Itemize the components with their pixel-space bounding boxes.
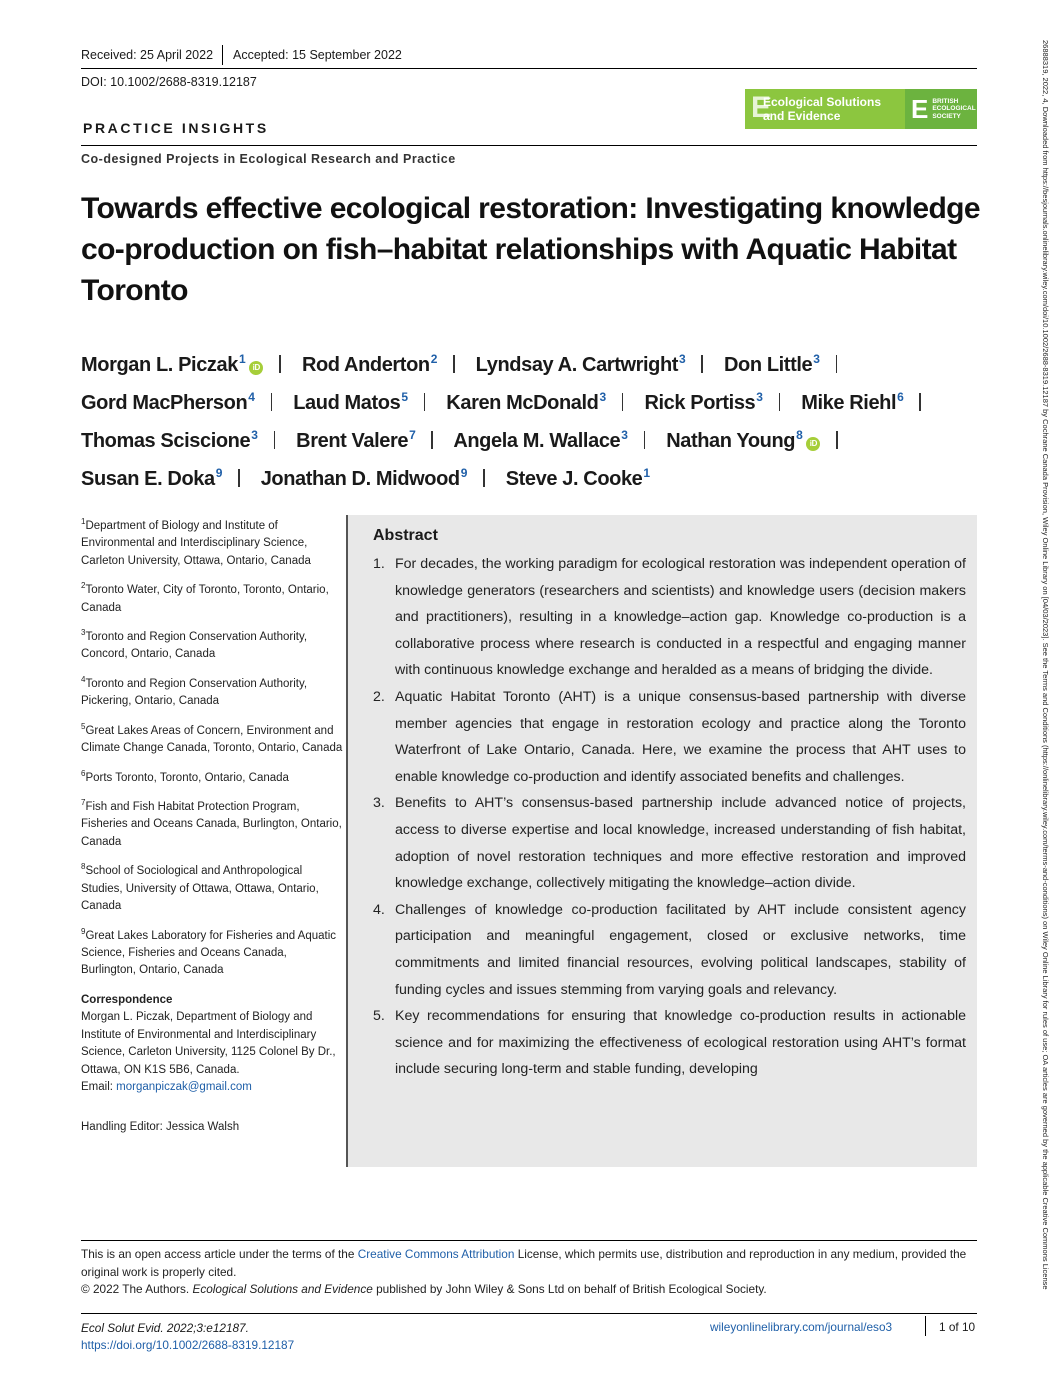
author-name-text[interactable]: Rick Portiss [644, 391, 756, 414]
author-name-text[interactable]: Gord MacPherson [81, 391, 248, 414]
journal-url-link[interactable]: wileyonlinelibrary.com/journal/eso3 [710, 1320, 893, 1334]
author-affiliation-number[interactable]: 4 [248, 390, 255, 405]
affiliation-text: Great Lakes Areas of Concern, Environment and Climate Change Canada, Toronto, Ontario, Canada [81, 724, 343, 755]
footer-rule [81, 1240, 977, 1241]
affiliation-item [81, 624, 343, 664]
affiliation-item [81, 513, 343, 570]
author-name[interactable] [446, 392, 605, 414]
author-name[interactable] [644, 392, 762, 414]
affiliation-item [81, 858, 343, 915]
affiliation-item [81, 671, 343, 711]
society-e-icon: E [911, 94, 929, 124]
cc-license-link[interactable]: Creative Commons Attribution [357, 1247, 515, 1261]
copyright-journal: Ecological Solutions and Evidence [192, 1282, 373, 1296]
author-name[interactable] [801, 392, 903, 414]
correspondence-email-row [81, 1079, 343, 1097]
affiliation-item [81, 577, 343, 617]
affiliation-number: 9 [81, 926, 86, 936]
affiliation-list [81, 513, 343, 980]
author-separator [701, 355, 703, 373]
author-name-text[interactable]: Karen McDonald [446, 391, 599, 414]
journal-name-line1: Ecological Solutions [763, 95, 882, 109]
handling-editor: Handling Editor: Jessica Walsh [81, 1120, 240, 1133]
author-separator [431, 431, 433, 449]
journal-name-line2: and Evidence [763, 109, 841, 123]
correspondence-heading: Correspondence [81, 993, 173, 1006]
author-name-text[interactable]: Morgan L. Piczak [81, 353, 238, 376]
affiliation-number: 6 [81, 768, 86, 778]
journal-logo[interactable] [745, 89, 977, 129]
article-doi: DOI: 10.1002/2688-8319.12187 [81, 75, 257, 89]
author-separator [622, 393, 624, 411]
author-name-text[interactable]: Steve J. Cooke [505, 467, 643, 490]
affiliation-text: Fish and Fish Habitat Protection Program, Fisheries and Oceans Canada, Burlington, Ontario, Canada [81, 800, 342, 848]
received-date: Received: 25 April 2022 [81, 48, 214, 62]
affiliation-item [81, 765, 343, 787]
author-separator [779, 393, 781, 411]
society-logo [905, 89, 977, 129]
section-label: PRACTICE INSIGHTS [83, 120, 269, 136]
author-name-text[interactable]: Don Little [724, 353, 813, 376]
abstract-item-number: 5. [373, 1008, 385, 1025]
author-separator [919, 393, 921, 411]
affiliation-text: Ports Toronto, Toronto, Ontario, Canada [85, 771, 289, 784]
author-separator [424, 393, 426, 411]
author-name[interactable] [81, 468, 222, 490]
abstract-item-text: For decades, the working paradigm for ecological restoration was independent operation of knowledge generators (researchers and scientists) and knowledge users (decision makers and practitioners), resulting in a knowledge–action gap. Knowledge co-production is a collaborative process where research is conducted in a respectful and engaging manner with continuous knowledge exchange and heralded as a means of bridging the divide. [395, 556, 966, 679]
author-affiliation-number[interactable]: 9 [460, 466, 468, 481]
author-affiliation-number[interactable]: 2 [430, 352, 437, 366]
society-name-2: ECOLOGICAL [932, 105, 976, 113]
author-name[interactable] [81, 354, 263, 376]
author-name-text[interactable]: Lyndsay A. Cartwright [475, 353, 679, 376]
author-affiliation-number[interactable]: 8 [796, 428, 803, 443]
copyright-post: published by John Wiley & Sons Ltd on behalf of British Ecological Society. [372, 1282, 767, 1296]
author-separator [644, 431, 646, 449]
abstract-item [373, 684, 966, 790]
download-margin-note: 26888319, 2022, 4, Downloaded from https://besjournals.onlinelibrary.wiley.com/doi/10.1002/2688-8319.12187 by Cochrane Canada Provision, Wiley Online Library on [04/03/2023]. See the Terms and Conditions (https://onlinelibrary.wiley.com/terms-and-conditions) on Wiley Online Library for rules of use; OA articles are governed by the applicable Creative Commons License [1041, 40, 1050, 1290]
doi-link[interactable]: https://doi.org/10.1002/2688-8319.12187 [81, 1338, 295, 1352]
affiliation-number: 7 [81, 797, 86, 807]
author-name-text[interactable]: Susan E. Doka [81, 467, 215, 490]
abstract-heading: Abstract [373, 527, 438, 544]
affiliation-number: 1 [81, 517, 86, 526]
series-label: Co-designed Projects in Ecological Research and Practice [81, 152, 456, 166]
author-name[interactable] [476, 354, 686, 376]
abstract-item [373, 1003, 966, 1083]
page-divider [925, 1316, 926, 1336]
abstract-item-text: Aquatic Habitat Toronto (AHT) is a unique consensus-based partnership with diverse member agencies that engage in restoration ecology and practice along the Toronto Waterfront of Lake Ontario, Canada. Here, we examine the process that AHT uses to enable knowledge co-production and identify associated benefits and challenges. [395, 688, 966, 785]
author-affiliation-number[interactable]: 9 [215, 466, 223, 481]
affiliation-number: 2 [81, 581, 86, 591]
author-name[interactable] [724, 354, 820, 376]
author-affiliation-number[interactable]: 3 [251, 428, 258, 443]
author-name-text[interactable]: Thomas Sciscione [81, 429, 251, 452]
author-name-text[interactable]: Brent Valere [296, 429, 409, 452]
license-text [81, 1246, 981, 1299]
author-affiliation-number[interactable]: 3 [679, 352, 686, 366]
abstract-item-number: 4. [373, 901, 385, 918]
abstract-item-number: 1. [373, 556, 385, 572]
abstract-item-number: 3. [373, 795, 385, 812]
header-rule [81, 68, 977, 69]
author-name-text[interactable]: Angela M. Wallace [453, 429, 621, 452]
page-number: 1 of 10 [939, 1320, 976, 1334]
author-name[interactable] [81, 392, 255, 414]
author-name[interactable] [293, 392, 407, 414]
article-title: Towards effective ecological restoration: Investigating knowledge co-production on fish–habitat relationships with Aquatic Habitat Toronto [81, 192, 980, 307]
license-pre: This is an open access article under the terms of the [81, 1247, 358, 1261]
author-affiliation-number[interactable]: 3 [621, 428, 628, 443]
abstract-item [373, 790, 966, 896]
section-rule [81, 145, 977, 146]
author-name[interactable] [302, 354, 437, 376]
license-post: License, which permits use, distribution and reproduction in any medium, provided the original work is properly cited. [81, 1247, 967, 1279]
author-name[interactable] [453, 430, 627, 452]
author-name-text[interactable]: Mike Riehl [801, 391, 897, 414]
abstract-clip [346, 515, 977, 1167]
affiliation-item [81, 794, 343, 851]
author-name[interactable] [296, 430, 415, 452]
author-affiliation-number[interactable]: 3 [756, 390, 763, 405]
correspondence-text: Morgan L. Piczak, Department of Biology and Institute of Environmental and Interdisciplinary Science, Carleton University, 1125 Colonel By Dr., Ottawa, ON K1S 5B6, Canada. [81, 1011, 336, 1076]
affiliation-text: Department of Biology and Institute of Environmental and Interdisciplinary Science, Carleton University, Ottawa, Ontario, Canada [81, 519, 311, 567]
author-name[interactable] [81, 430, 258, 452]
footer-rule-2 [81, 1313, 977, 1314]
author-separator [836, 355, 838, 373]
author-name-text[interactable]: Jonathan D. Midwood [260, 467, 460, 490]
affiliation-text: School of Sociological and Anthropological Studies, University of Ottawa, Ottawa, Ontario, Canada [81, 865, 319, 913]
affiliation-number: 3 [81, 628, 86, 638]
society-name-3: SOCIETY [932, 112, 961, 120]
affiliation-text: Great Lakes Laboratory for Fisheries and Aquatic Science, Fisheries and Oceans Canada, Burlington, Ontario, Canada [81, 929, 337, 977]
affiliation-item [81, 923, 343, 980]
author-name-text[interactable]: Laud Matos [293, 391, 401, 414]
abstract-item [373, 897, 966, 1003]
author-affiliation-number[interactable]: 3 [599, 390, 606, 405]
author-separator [274, 431, 276, 449]
affiliation-number: 8 [81, 862, 86, 872]
journal-e-icon: E [751, 91, 772, 124]
journal-name-block [745, 89, 905, 129]
author-affiliation-number[interactable]: 7 [409, 428, 416, 443]
affiliations-column [81, 513, 343, 1136]
affiliation-item [81, 718, 343, 758]
email-label: Email: [81, 1081, 117, 1094]
copyright-pre: © 2022 The Authors. [81, 1282, 193, 1296]
affiliation-number: 4 [81, 674, 86, 684]
society-name-1: BRITISH [932, 97, 959, 105]
author-name[interactable] [506, 468, 650, 490]
orcid-icon[interactable]: iD [806, 437, 820, 451]
abstract-item-text: Key recommendations for ensuring that knowledge co-production results in actionable science and for maximizing the effectiveness of ecological restoration using AHT’s format include securing long-term and stable funding, developing [395, 1008, 966, 1078]
abstract-item-number: 2. [373, 688, 385, 705]
author-affiliation-number[interactable]: 1 [643, 466, 650, 481]
affiliation-number: 5 [81, 721, 86, 731]
affiliation-text: Toronto and Region Conservation Authority, Concord, Ontario, Canada [81, 630, 308, 661]
author-separator [271, 393, 273, 411]
accepted-date: Accepted: 15 September 2022 [233, 48, 402, 62]
abstract-item-text: Benefits to AHT’s consensus-based partnership include advanced notice of projects, access to diverse expertise and local knowledge, increased understanding of fish habitat, adoption of novel restoration techniques and more effective restoration and improved knowledge exchange, collectively mitigating the knowledge–action divide. [395, 795, 966, 892]
author-separator [279, 355, 281, 373]
abstract-item [373, 551, 966, 684]
author-name-text[interactable]: Nathan Young [666, 429, 796, 452]
author-separator [453, 355, 455, 373]
author-name-text[interactable]: Rod Anderton [301, 353, 430, 376]
email-link[interactable]: morganpiczak@gmail.com [116, 1081, 252, 1094]
author-separator [238, 469, 240, 487]
author-name[interactable] [261, 468, 467, 490]
abstract-list [373, 551, 966, 1083]
author-name[interactable] [666, 430, 820, 452]
author-affiliation-number[interactable]: 5 [401, 390, 408, 405]
author-separator [836, 431, 838, 449]
affiliation-text: Toronto and Region Conservation Authority, Pickering, Ontario, Canada [81, 677, 308, 708]
author-affiliation-number[interactable]: 1 [238, 352, 246, 366]
author-separator [483, 469, 485, 487]
abstract-item-text: Challenges of knowledge co-production facilitated by AHT include consistent agency participation and meaningful engagement, closed or exclusive networks, time commitments and limited financial resources, evolving political landscapes, stability of funding cycles and issues stemming from varying goals and relevancy. [395, 901, 966, 998]
author-list [81, 343, 981, 495]
header-divider [222, 45, 223, 65]
affiliation-text: Toronto Water, City of Toronto, Toronto, Ontario, Canada [81, 584, 329, 614]
orcid-icon[interactable]: iD [249, 361, 263, 375]
author-affiliation-number[interactable]: 6 [897, 390, 904, 405]
author-affiliation-number[interactable]: 3 [813, 352, 820, 366]
citation: Ecol Solut Evid. 2022;3:e12187. [81, 1321, 249, 1335]
